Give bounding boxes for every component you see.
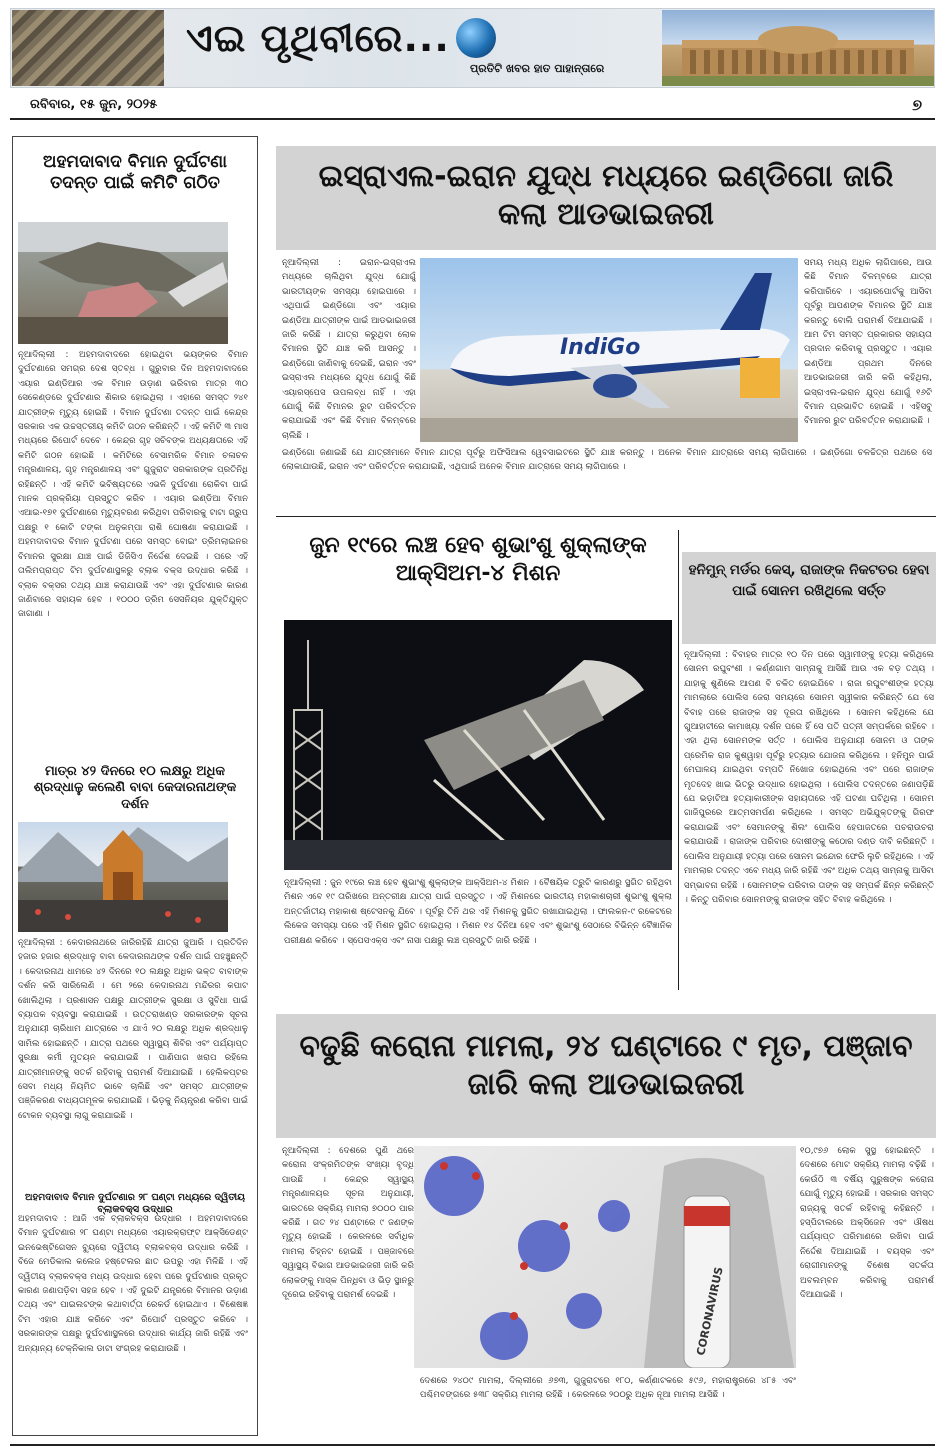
story-body-ahmedabad-committee: ନୂଆଦିଲ୍ଲୀ : ଅହମଦାବାଦରେ ହୋଇଥିବା ଭୟଙ୍କର ବିମାନ ଦୁର୍ଘଟଣାରେ ସମଗ୍ର ଦେଶ ସ୍ତବ୍ଧ । ଗୁରୁବାର ଦିନ ଅହମଦାବାଦରେ ଏୟାର ଇଣ୍ଡିଆର ଏକ ବିମାନ ଉଡ଼ାଣ ଭରିବାର ମାତ୍ର ୩୦ ସେକେଣ୍ଡରେ ଦୁର୍ଘଟଣାର ଶିକାର ହୋଇଥିଲା । ଏହାରେ ସମସ୍ତ ୨୪୧ ଯାତ୍ରୀଙ୍କ ମୃତ୍ୟୁ ହୋଇଛି । ବିମାନ ଦୁର୍ଘଟଣା ତଦନ୍ତ ପାଇଁ କେନ୍ଦ୍ର ସରକାର ଏକ ଉଚ୍ଚସ୍ତରୀୟ କମିଟି ଗଠନ କରିଛନ୍ତି । ଏହି କମିଟି ୩ ମାସ ମଧ୍ୟରେ ରିପୋର୍ଟ ଦେବେ । କେନ୍ଦ୍ର ଗୃହ ସଚିବଙ୍କ ଅଧ୍ୟକ୍ଷତାରେ ଏହି କମିଟି ଗଠନ ହୋଇଛି । କମିଟିରେ ବେସାମରିକ ବିମାନ ଚଳାଚଳ ମନ୍ତ୍ରଣାଳୟ, ଗୃହ ମନ୍ତ୍ରଣାଳୟ ଏବଂ ଗୁଜୁରାଟ ସରକାରଙ୍କ ପ୍ରତିନିଧି ରହିଛନ୍ତି । ଏହି କମିଟି ଭବିଷ୍ୟତରେ ଏଭଳି ଦୁର୍ଘଟଣା ରୋକିବା ପାଇଁ ମାନକ ପ୍ରକ୍ରିୟା ପ୍ରସ୍ତୁତ କରିବ । ଏୟାର ଇଣ୍ଡିଆ ବିମାନ ଏଆଇ-୧୭୧ ଦୁର୍ଘଟଣାରେ ମୃତ୍ୟୁବରଣ କରିଥିବା ପରିବାରକୁ ଟାଟା ଗ୍ରୁପ ପକ୍ଷରୁ ୧ କୋଟି ଟଙ୍କା ଅନୁକମ୍ପା ରାଶି ଘୋଷଣା କରାଯାଇଛି । ଅହମଦାବାଦର ବିମାନ ଦୁର୍ଘଟଣା ପରେ ସମସ୍ତ ବୋଇଂ ଡ୍ରିମଲାଇନର ବିମାନର ସୁରକ୍ଷା ଯାଞ୍ଚ ପାଇଁ ଡିଜିସିଏ ନିର୍ଦ୍ଦେଶ ଦେଇଛି । ପରେ ଏହି ତାଲିମପ୍ରାପ୍ତ ଟିମ ଦୁର୍ଘଟଣାସ୍ଥଳରୁ ବ୍ଲାକ ବକ୍ସ ଉଦ୍ଧାର କରିଛି । ବ୍ଲାକ ବକ୍ସର ତଥ୍ୟ ଯାଞ୍ଚ କରାଯାଉଛି ଏବଂ ଏହା ଦୁର୍ଘଟଣାର କାରଣ ଜାଣିବାରେ ସହାୟକ ହେବ । ୧୦୦୦ ଡ୍ରିମ ସେସନିୟର ଯୁକ୍ତିଯୁକ୍ତ ଜାଗାଣା । [18,350,248,620]
masthead [0,0,945,92]
story-headline-kedarnath: ମାତ୍ର ୪୨ ଦିନରେ ୧୦ ଲକ୍ଷରୁ ଅଧିକ ଶ୍ରଦ୍ଧାଳୁ କଲେଣି ବାବା କେଦାରନାଥଙ୍କ ଦର୍ଶନ [33,764,237,812]
section-divider [276,516,936,517]
globe-icon [456,18,496,58]
story-body-kedarnath: ନୂଆଦିଲ୍ଲୀ : କେଦାରନାଥରେ ଜାରିରହିଛି ଯାତ୍ରା ଜୁଆରି । ପ୍ରତିଦିନ ହଜାର ହଜାର ଶ୍ରଦ୍ଧାଳୁ ବାବା କେଦାରନାଥଙ୍କ ଦର୍ଶନ ପାଇଁ ପହଞ୍ଚୁଛନ୍ତି । କେଦାରନାଥ ଧାମରେ ୪୨ ଦିନରେ ୧୦ ଲକ୍ଷରୁ ଅଧିକ ଭକ୍ତ ବାବାଙ୍କ ଦର୍ଶନ କରି ସାରିଲେଣି । ମେ ୨ରେ କେଦାରନାଥ ମନ୍ଦିରର କପାଟ ଖୋଲିଥିଲା । ପ୍ରଶାସନ ପକ୍ଷରୁ ଯାତ୍ରୀଙ୍କ ସୁରକ୍ଷା ଓ ସୁବିଧା ପାଇଁ ବ୍ୟାପକ ବ୍ୟବସ୍ଥା କରାଯାଇଛି । ଉତ୍ତରାଖଣ୍ଡ ସରକାରଙ୍କ ସୂଚନା ଅନୁଯାୟୀ ଚାରିଧାମ ଯାତ୍ରାରେ ଏ ଯାଏଁ ୨୦ ଲକ୍ଷରୁ ଅଧିକ ଶ୍ରଦ୍ଧାଳୁ ସାମିଲ ହୋଇଛନ୍ତି । ଯାତ୍ରା ପଥରେ ସ୍ୱାସ୍ଥ୍ୟ ଶିବିର ଏବଂ ପର୍ଯ୍ୟାପ୍ତ ସୁରକ୍ଷା କର୍ମୀ ମୁତୟନ କରାଯାଇଛି । ପାଣିପାଗ ଖରାପ ରହିଲେ ଯାତ୍ରୀମାନଙ୍କୁ ସତର୍କ ରହିବାକୁ ପରାମର୍ଶ ଦିଆଯାଇଛି । ହେଲିକପ୍ଟର ସେବା ମଧ୍ୟ ନିୟମିତ ଭାବେ ଚାଲିଛି ଏବଂ ସମସ୍ତ ଯାତ୍ରୀଙ୍କ ପଞ୍ଜିକରଣ ବାଧ୍ୟତାମୂଳକ କରାଯାଇଛି । ଭିଡ଼କୁ ନିୟନ୍ତ୍ରଣ କରିବା ପାଇଁ ଟୋକନ ବ୍ୟବସ୍ଥା ଲାଗୁ କରାଯାଇଛି । [18,938,248,1121]
issue-date: ରବିବାର, ୧୫ ଜୁନ, ୨୦୨୫ [30,97,158,112]
story-headline-ahmedabad-committee: ଅହମଦାବାଦ ବିମାନ ଦୁର୍ଘଟଣା ତଦନ୍ତ ପାଇଁ କମିଟି ଗଠିତ [43,152,227,194]
coronavirus-photo [414,1146,796,1368]
masthead-title: ଏଇ ପୃଥିବୀରେ... [186,16,450,60]
page-number: ୭ [912,95,922,114]
plane-crash-photo [18,222,228,344]
header-rule [10,118,935,120]
lead-body-right: ସମୟ ମଧ୍ୟ ଅଧିକ ଲାଗିପାରେ, ଆଉ କିଛି ବିମାନ ବିଳମ୍ବରେ ଯାତ୍ରା କରିପାରିବେ । ଏୟାରପୋର୍ଟକୁ ଆସିବା ପୂର୍ବରୁ ଆପଣଙ୍କ ବିମାନର ସ୍ଥିତି ଯାଞ୍ଚ କରନ୍ତୁ ବୋଲି ପରାମର୍ଶ ଦିଆଯାଇଛି । ଆମ ଟିମ ସମସ୍ତ ପ୍ରକାରର ସହାୟତା ପ୍ରଦାନ କରିବାକୁ ପ୍ରସ୍ତୁତ । ଏୟାର ଇଣ୍ଡିଆ ପ୍ରଥମ ଦିନରେ ଆଡଭାଇଜରୀ ଜାରି କରି କହିଥିଲା, ଇସ୍ରାଏଲ-ଇରାନ ଯୁଦ୍ଧ ଯୋଗୁଁ ୧୬ଟି ବିମାନ ପ୍ରଭାବିତ ହୋଇଛି । ଏହିସବୁ ବିମାନର ରୁଟ ପରିବର୍ତ୍ତନ କରାଯାଇଛି । [804,258,932,427]
corona-body-left: ନୂଆଦିଲ୍ଲୀ : ଦେଶରେ ପୁଣି ଥରେ କରୋନା ସଂକ୍ରମିତଙ୍କ ସଂଖ୍ୟା ବୃଦ୍ଧି ପାଉଛି । କେନ୍ଦ୍ର ସ୍ୱାସ୍ଥ୍ୟ ମନ୍ତ୍ରଣାଳୟର ସୂଚନା ଅନୁଯାୟୀ, ଭାରତରେ ସକ୍ରିୟ ମାମଲା ୭୦୦୦ ପାର କରିଛି । ଗତ ୨୪ ଘଣ୍ଟାରେ ୯ ଜଣଙ୍କ ମୃତ୍ୟୁ ହୋଇଛି । କେରଳରେ ସର୍ବାଧିକ ମାମଲା ଚିହ୍ନଟ ହୋଇଛି । ପଞ୍ଜାବରେ ସ୍ୱାସ୍ଥ୍ୟ ବିଭାଗ ଆଡଭାଇଜରୀ ଜାରି କରି ଲୋକଙ୍କୁ ମାସ୍କ ପିନ୍ଧିବା ଓ ଭିଡ଼ ସ୍ଥାନରୁ ଦୂରେଇ ରହିବାକୁ ପରାମର୍ଶ ଦେଇଛି । [282,1146,414,1301]
honeymoon-headline: ହନିମୁନ୍ ମର୍ଡର କେସ୍, ରାଜାଙ୍କ ନିକଟତର ହେବା ପାଇଁ ସୋନମ ରଖିଥିଲେ ସର୍ତ୍ତ [688,562,930,599]
story-headline-second-blackbox: ଅହମଦାବାଦ ବିମାନ ଦୁର୍ଘଟଣାର ୨୮ ଘଣ୍ଟା ମଧ୍ୟରେ ଦ୍ୱିତୀୟ ବ୍ଲାକବକ୍ସ ଉଦ୍ଧାର [25,1192,245,1215]
column-rule [678,530,679,990]
coronavirus-tube-label: CORONAVIRUS [694,1265,726,1357]
corona-body-right: ୧୦,୯୭୬ ଲୋକ ସୁସ୍ଥ ହୋଇଛନ୍ତି । ଦେଶରେ ମୋଟ ସକ୍ରିୟ ମାମଲା ବଢ଼ିଛି । କେଉଁଠି ୩ ବର୍ଷିୟ ପୁରୁଷଙ୍କ କରୋନା ଯୋଗୁଁ ମୃତ୍ୟୁ ହୋଇଛି । ସରକାର ସମସ୍ତ ରାଜ୍ୟକୁ ସତର୍କ ରହିବାକୁ କହିଛନ୍ତି । ହସ୍ପିଟାଲରେ ଅକ୍ସିଜେନ ଏବଂ ଔଷଧ ପର୍ଯ୍ୟାପ୍ତ ପରିମାଣରେ ରଖିବା ପାଇଁ ନିର୍ଦ୍ଦେଶ ଦିଆଯାଇଛି । ବୟସ୍କ ଏବଂ ରୋଗୀମାନଙ୍କୁ ବିଶେଷ ସତର୍କତା ଅବଲମ୍ବନ କରିବାକୁ ପରାମର୍ଶ ଦିଆଯାଇଛି । [800,1146,934,1301]
lead-body-bottom: ଇଣ୍ଡିଗୋ ଜଣାଇଛି ଯେ ଯାତ୍ରୀମାନେ ବିମାନ ଯାତ୍ରା ପୂର୍ବରୁ ଅଫିସିଆଲ ୱେବସାଇଟରେ ସ୍ଥିତି ଯାଞ୍ଚ କରନ୍ତୁ । ଅନେକ ବିମାନ ଯାତ୍ରାରେ ସମୟ ଲାଗିପାରେ । ଇଣ୍ଡିଗୋ ଚଳଚ୍ଚିତ୍ର ପଥରେ ସେ ଲୋକାଯାଉଛି, ଇରାନ ଏବଂ ପରିବର୍ତ୍ତନ କରାଯାଇଛି, ଏଥିପାଇଁ ଅନେକ ବିମାନ ଯାତ୍ରାରେ ସମୟ ଲାଗିପାରେ । [282,448,932,473]
lead-body-left: ନୂଆଦିଲ୍ଲୀ : ଇରାନ-ଇସ୍ରାଏଲ ମଧ୍ୟରେ ଚାଲିଥିବା ଯୁଦ୍ଧ ଯୋଗୁଁ ଭାରତୀୟଙ୍କ ସମସ୍ୟା ହୋଇପାରେ । ଏଥିପାଇଁ ଇଣ୍ଡିଗୋ ଏବଂ ଏୟାର ଇଣ୍ଡିଆ ଯାତ୍ରୀଙ୍କ ପାଇଁ ଆଡଭାଇଜରୀ ଜାରି କରିଛି । ଯାତ୍ରା କରୁଥିବା ଲୋକ ବିମାନର ସ୍ଥିତି ଯାଞ୍ଚ କରି ଆସନ୍ତୁ । ଇଣ୍ଡିଗୋ ଜାଣିବାକୁ ଦେଇଛି, ଇରାନ ଏବଂ ଇସ୍ରାଏଲ ମଧ୍ୟରେ ଯୁଦ୍ଧ ଯୋଗୁଁ କିଛି ଏୟାରସ୍ପେସ ଉପଲବ୍ଧ ନାହିଁ । ଏହା ଯୋଗୁଁ କିଛି ବିମାନର ରୁଟ ପରିବର୍ତ୍ତନ କରାଯାଇଛି ଏବଂ କିଛି ବିମାନ ବିଳମ୍ବରେ ଚାଲିଛି । [282,258,416,441]
axiom4-headline: ଜୁନ ୧୯ରେ ଲଞ୍ଚ ହେବ ଶୁଭାଂଶୁ ଶୁକ୍ଲାଙ୍କ ଆକ୍ସିଅମ-୪ ମିଶନ [309,533,647,586]
masthead-currency-image [12,10,164,86]
indigo-aircraft-photo [420,258,798,442]
indigo-logo-text: IndiGo [560,335,641,360]
axiom4-rocket-photo [284,620,672,870]
honeymoon-body: ନୂଆଦିଲ୍ଲୀ : ବିବାହର ମାତ୍ର ୧୦ ଦିନ ପରେ ସ୍ୱାମୀଙ୍କୁ ହତ୍ୟା କରିଥିଲେ ସୋନମ ରଘୁବଂଶୀ । କର୍ଣ୍ଣଗାମ ସାମ୍ନାକୁ ଆସିଛି ଆଉ ଏକ ବଡ଼ ତଥ୍ୟ । ଯାହାକୁ ଶୁଣିଲେ ଆପଣ ବି ଚକିତ ହୋଇଯିବେ । ରାଜା ରଘୁବଂଶୀଙ୍କ ହତ୍ୟା ମାମଲାରେ ପୋଲିସ ଜେରା ସମୟରେ ସୋନମ ସ୍ୱୀକାର କରିଛନ୍ତି ଯେ ସେ ବିବାହ ପରେ ରାଜାଙ୍କ ସହ ଦୂରତା ରଖିଥିଲେ । ସୋନମ କହିଥିଲେ ଯେ ଗୁଆହାଟୀରେ କାମାଖ୍ୟା ଦର୍ଶନ ପରେ ହିଁ ସେ ପତି ପତ୍ନୀ ସମ୍ପର୍କରେ ରହିବେ । ଏହା ଥିଲା ସୋନମଙ୍କ ସର୍ତ୍ତ । ପୋଲିସ ଅନୁଯାୟୀ ସୋନମ ଓ ତାଙ୍କ ପ୍ରେମିକ ରାଜ କୁଶୱାହା ପୂର୍ବରୁ ହତ୍ୟାର ଯୋଜନା କରିଥିଲେ । ହନିମୁନ ପାଇଁ ମେଘାଳୟ ଯାଇଥିବା ଦମ୍ପତି ନିଖୋଜ ହୋଇଥିଲେ ଏବଂ ପରେ ରାଜାଙ୍କ ମୃତଦେହ ଖାଇ ଭିତରୁ ଉଦ୍ଧାର ହୋଇଥିଲା । ପୋଲିସ ତଦନ୍ତରେ ଜଣାପଡ଼ିଛି ଯେ ଭଡ଼ାଟିଆ ହତ୍ୟାକାରୀଙ୍କ ସହାୟତାରେ ଏହି ଘଟଣା ଘଟିଥିଲା । ସୋନମ ଗାଜିପୁରରେ ଆତ୍ମସମର୍ପଣ କରିଥିଲେ । ସମସ୍ତ ଅଭିଯୁକ୍ତଙ୍କୁ ଗିରଫ କରାଯାଇଛି ଏବଂ ସେମାନଙ୍କୁ ଶିଲଂ ପୋଲିସ ହେପାଜତରେ ପଚରାଉଚରା କରାଯାଉଛି । ରାଜାଙ୍କ ପରିବାର ଦୋଷୀଙ୍କୁ କଠୋର ଦଣ୍ଡ ଦାବି କରିଛନ୍ତି । ପୋଲିସ ଅନୁଯାୟୀ ହତ୍ୟା ପରେ ସୋନମ ଇନ୍ଦୋର ଫେରି ଲୁଚି ରହିଥିଲେ । ଏହି ମାମଲାର ତଦନ୍ତ ଏବେ ମଧ୍ୟ ଜାରି ରହିଛି ଏବଂ ଅଧିକ ତଥ୍ୟ ସାମ୍ନାକୁ ଆସିବା ସମ୍ଭାବନା ରହିଛି । ସୋନମଙ୍କ ପରିବାର ତାଙ୍କ ସହ ସମ୍ପର୍କ ଛିନ୍ନ କରିଛନ୍ତି । କିନ୍ତୁ ପରିବାର ସୋନମଙ୍କୁ ରାଜାଙ୍କ ସହିତ ବିବାହ କରିଥିଲେ । [684,650,934,905]
corona-body-bottom: ଦେଶରେ ୨୪୦୯ ମାମଲା, ଦିଲ୍ଲୀରେ ୬୭୩, ଗୁଜୁରାଟରେ ୧୮୦, କର୍ଣ୍ଣାଟକରେ ୫୯୬, ମହାରାଷ୍ଟ୍ରରେ ୪୮୫ ଏବଂ ପଶ୍ଚିମବଙ୍ଗରେ ୫୩୮ ସକ୍ରିୟ ମାମଲା ରହିଛି । କେରଳରେ ୨୦୦ରୁ ଅଧିକ ନୂଆ ମାମଲା ଆସିଛି । [420,1376,796,1401]
story-body-second-blackbox: ଅହମଦାବାଦ : ଆଜି ଏକ ବ୍ଲାକବକ୍ସ ଉଦ୍ଧାର । ଅହମଦାବାଦରେ ବିମାନ ଦୁର୍ଘଟଣାର ୨୮ ଘଣ୍ଟା ମଧ୍ୟରେ ଏୟାରକ୍ରାଫ୍ଟ ଆକ୍ସିଡେଣ୍ଟ ଇନଭେଷ୍ଟିଗେସନ ବ୍ୟୁରୋ ଦ୍ୱିତୀୟ ବ୍ଲାକବକ୍ସ ଉଦ୍ଧାର କରିଛି । ବିଜେ ମେଡିକାଲ କଲେଜ ହଷ୍ଟେଲର ଛାତ ଉପରୁ ଏହା ମିଳିଛି । ଏହି ଦ୍ୱିତୀୟ ବ୍ଲାକବକ୍ସ ମଧ୍ୟ ଉଦ୍ଧାର ହେବା ପରେ ଦୁର୍ଘଟଣାର ପ୍ରକୃତ କାରଣ ଜଣାପଡ଼ିବା ସହଜ ହେବ । ଏହି ଦୁଇଟି ଯନ୍ତ୍ରରେ ବିମାନର ଉଡ଼ାଣ ତଥ୍ୟ ଏବଂ ପାଇଲଟଙ୍କ କଥାବାର୍ତ୍ତା ରେକର୍ଡ ହୋଇଥାଏ । ବିଶେଷଜ୍ଞ ଟିମ ଏହାର ଯାଞ୍ଚ କରିବେ ଏବଂ ରିପୋର୍ଟ ପ୍ରସ୍ତୁତ କରିବେ । ସରକାରଙ୍କ ପକ୍ଷରୁ ଦୁର୍ଘଟଣାସ୍ଥଳରେ ଉଦ୍ଧାର କାର୍ଯ୍ୟ ଜାରି ରହିଛି ଏବଂ ଅନ୍ୟାନ୍ୟ ଟେକ୍ନିକାଲ ଡାଟା ସଂଗ୍ରହ କରାଯାଉଛି । [18,1214,248,1354]
corona-headline: ବଢୁଛି କରୋନା ମାମଲା, ୨୪ ଘଣ୍ଟାରେ ୯ ମୃତ, ପଞ୍ଜାବ ଜାରି କଲା ଆଡଭାଇଜରୀ [299,1029,913,1102]
footer-rule [10,1444,935,1446]
masthead-tagline: ପ୍ରତିଟି ଖବର ହାତ ପାହାନ୍ତାରେ [470,62,605,75]
lead-headline: ଇସ୍ରାଏଲ-ଇରାନ ଯୁଦ୍ଧ ମଧ୍ୟରେ ଇଣ୍ଡିଗୋ ଜାରି କଲା ଆଡଭାଇଜରୀ [318,159,894,232]
masthead-parliament-image [662,10,934,86]
axiom4-body: ନୂଆଦିଲ୍ଲୀ : ଜୁନ ୧୯ରେ ଲଞ୍ଚ ହେବ ଶୁଭାଂଶୁ ଶୁକ୍ଲାଙ୍କ ଆକ୍ସିଅମ-୪ ମିଶନ । ବୈଷୟିକ ତ୍ରୁଟି କାରଣରୁ ସ୍ଥଗିତ ରହିଥିବା ମିଶନ ଏବେ ୧୯ ତାରିଖରେ ଅନ୍ତରୀକ୍ଷ ଯାତ୍ରା ପାଇଁ ପ୍ରସ୍ତୁତ । ଏହି ମିଶନରେ ଭାରତୀୟ ମହାକାଶଚାରୀ ଶୁଭାଂଶୁ ଶୁକ୍ଲା ଅନ୍ତର୍ଜାତୀୟ ମହାକାଶ ଷ୍ଟେସନକୁ ଯିବେ । ପୂର୍ବରୁ ତିନି ଥର ଏହି ମିଶନକୁ ସ୍ଥଗିତ ରଖାଯାଇଥିଲା । ଫାଲକନ-୯ ରକେଟରେ ଲିକେଜ ସମସ୍ୟା ପରେ ଏହି ମିଶନ ସ୍ଥଗିତ ହୋଇଥିଲା । ମିଶନ ୧୪ ଦିନିଆ ହେବ ଏବଂ ଶୁଭାଂଶୁ ସେଠାରେ ବିଭିନ୍ନ ବୈଜ୍ଞାନିକ ପରୀକ୍ଷଣ କରିବେ । ସ୍ପେସଏକ୍ସ ଏବଂ ନାସା ପକ୍ଷରୁ ଲଞ୍ଚ ପ୍ରସ୍ତୁତି ଜାରି ରହିଛି । [284,878,672,946]
kedarnath-temple-photo [18,822,228,932]
